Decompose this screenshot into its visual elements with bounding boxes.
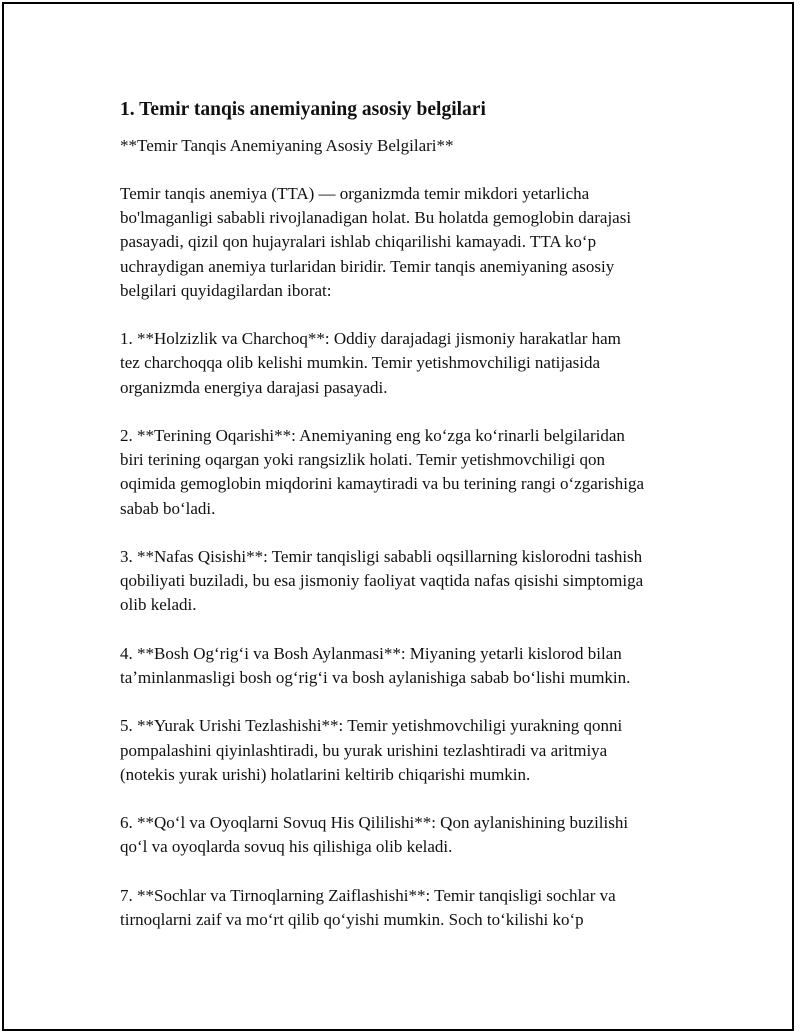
text-line: tirnoqlarni zaif va moʻrt qilib qoʻyishi mumkin. Soch toʻkilishi koʻp (120, 909, 584, 929)
text-line: uchraydigan anemiya turlaridan biridir. Temir tanqis anemiyaning asosiy (120, 256, 615, 276)
document-page (2, 2, 794, 1031)
text-line: pasayadi, qizil qon hujayralari ishlab chiqarilishi kamayadi. TTA koʻp (120, 232, 597, 252)
document-heading: 1. Temir tanqis anemiyaning asosiy belgilari (120, 99, 486, 120)
text-line: 1. **Holzizlik va Charchoq**: Oddiy darajadagi jismoniy harakatlar ham (120, 329, 621, 349)
text-line: tez charchoqqa olib kelishi mumkin. Temir yetishmovchiligi natijasida (120, 353, 601, 373)
list-item-shortness-of-breath (120, 545, 720, 618)
text-line: 3. **Nafas Qisishi**: Temir tanqisligi sababli oqsillarning kislorodni tashish (120, 547, 643, 566)
text-line: qoʻl va oyoqlarda sovuq his qilishiga olib keladi. (120, 837, 453, 857)
list-item-hair-nails (120, 884, 720, 932)
list-item-cold-extremities (120, 811, 720, 859)
text-line: 6. **Qoʻl va Oyoqlarni Sovuq His Qililishi**: Qon aylanishining buzilishi (120, 813, 629, 833)
text-line: organizmda energiya darajasi pasayadi. (120, 377, 388, 397)
text-line: sabab boʻladi. (120, 498, 216, 518)
text-line: taʼminlanmasligi bosh ogʻrigʻi va bosh aylanishiga sabab boʻlishi mumkin. (120, 668, 631, 687)
document-content (120, 98, 720, 956)
text-line: bo'lmaganligi sababli rivojlanadigan holat. Bu holatda gemoglobin darajasi (120, 208, 632, 228)
text-line: 7. **Sochlar va Tirnoqlarning Zaiflashishi**: Temir tanqisligi sochlar va (120, 885, 616, 905)
text-line: 2. **Terining Oqarishi**: Anemiyaning eng koʻzga koʻrinarli belgilaridan (120, 426, 625, 445)
list-item-headache (120, 642, 720, 690)
text-line: Temir tanqis anemiya (TTA) — organizmda temir mikdori yetarlicha (120, 184, 590, 203)
intro-paragraph (120, 182, 720, 303)
list-item-heart-rate (120, 714, 720, 787)
list-item-fatigue (120, 327, 720, 400)
text-line: biri terining oqargan yoki rangsizlik holati. Temir yetishmovchiligi qon (120, 450, 605, 470)
document-subtitle: **Temir Tanqis Anemiyaning Asosiy Belgilari** (120, 136, 454, 155)
text-line: olib keladi. (120, 595, 197, 615)
text-line: pompalashini qiyinlashtiradi, bu yurak urishini tezlashtiradi va aritmiya (120, 740, 608, 760)
text-line: 4. **Bosh Ogʻrigʻi va Bosh Aylanmasi**: Miyaning yetarli kislorod bilan (120, 643, 622, 663)
text-line: oqimida gemoglobin miqdorini kamaytiradi va bu terining rangi oʻzgarishiga (120, 474, 645, 494)
text-line: belgilari quyidagilardan iborat: (120, 280, 332, 300)
list-item-pale-skin (120, 424, 720, 521)
text-line: (notekis yurak urishi) holatlarini keltirib chiqarishi mumkin. (120, 764, 531, 784)
text-line: qobiliyati buziladi, bu esa jismoniy faoliyat vaqtida nafas qisishi simptomiga (120, 571, 644, 591)
text-line: 5. **Yurak Urishi Tezlashishi**: Temir yetishmovchiligi yurakning qonni (120, 716, 623, 736)
